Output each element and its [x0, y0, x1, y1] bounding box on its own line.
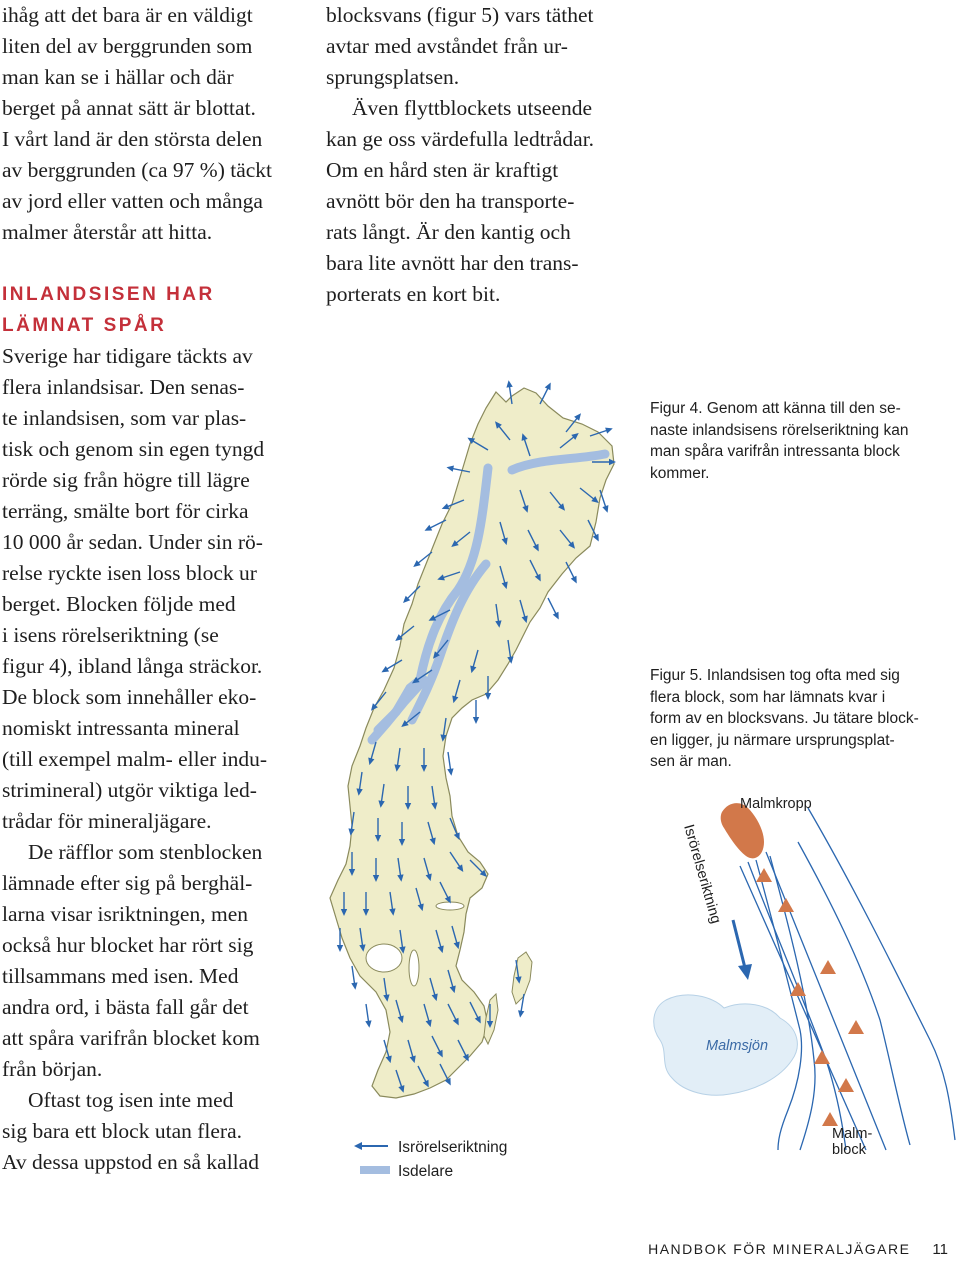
ore-block-triangle — [822, 1112, 838, 1126]
ice-flow-arrow — [548, 598, 559, 619]
text-line: rats långt. Är den kantig och — [326, 220, 571, 244]
figure5-caption-number: Figur 5. — [650, 667, 703, 684]
text-line: avtar med avståndet från ur- — [326, 34, 568, 58]
heading-line: LÄMNAT SPÅR — [2, 315, 167, 336]
text-line: De räfflor som stenblocken — [28, 840, 263, 864]
text-line: av berggrunden (ca 97 %) täckt — [2, 158, 273, 182]
text-line: malmer återstår att hitta. — [2, 220, 213, 244]
ice-flow-arrow — [540, 383, 551, 404]
text-line: andra ord, i bästa fall går det — [2, 995, 249, 1019]
text-line: Av dessa uppstod en så kallad — [2, 1150, 259, 1174]
text-line: larna visar isriktningen, men — [2, 902, 248, 926]
ice-direction-label: Isrörelseriktning — [680, 822, 724, 926]
text-line: strimineral) utgör viktiga led- — [2, 778, 257, 802]
text-line: flera inlandsisar. Den senas- — [2, 375, 245, 399]
legend-divide-label: Isdelare — [398, 1163, 454, 1180]
ore-block-triangle — [838, 1078, 854, 1092]
text-line: porterats en kort bit. — [326, 282, 501, 306]
text-line: figur 4), ibland långa sträckor. — [2, 654, 263, 678]
figure5-diagram — [654, 796, 955, 1158]
caption-line: kommer. — [650, 464, 710, 482]
text-line: sprungsplatsen. — [326, 65, 460, 89]
text-line: (till exempel malm- eller indu- — [2, 747, 268, 771]
text-line: lämnade efter sig på berghäl- — [2, 871, 253, 895]
text-line: rörde sig från högre till lägre — [2, 468, 250, 492]
text-line: relse ryckte isen loss block ur — [2, 561, 257, 585]
caption-line: naste inlandsisens rörelseriktning kan — [650, 421, 909, 439]
text-line: berget. Blocken följde med — [2, 592, 236, 616]
text-line: nomiskt intressanta mineral — [2, 716, 240, 740]
ore-body-label: Malmkropp — [740, 796, 812, 812]
text-line: trådar för mineraljägare. — [2, 809, 212, 833]
ice-flow-arrow — [600, 490, 608, 513]
page-footer — [648, 1241, 948, 1258]
caption-line: sen är man. — [650, 753, 732, 770]
ice-flow-arrow — [365, 1004, 371, 1028]
gotland-island — [512, 952, 532, 1004]
figure4-caption-number: Figur 4. — [650, 400, 703, 417]
streak-line — [766, 852, 886, 1150]
lake-vattern — [409, 950, 419, 986]
ore-block-label-line2: block — [832, 1142, 866, 1158]
ore-blocks — [756, 868, 864, 1126]
text-line: De block som innehåller eko- — [2, 685, 257, 709]
lake-label: Malmsjön — [706, 1038, 769, 1054]
ore-block-triangle — [814, 1050, 830, 1064]
caption-line: man spåra varifrån intressanta block — [650, 443, 900, 460]
text-line: Även flyttblockets utseende — [352, 96, 593, 120]
text-line: från början. — [2, 1057, 103, 1081]
footer-title: HANDBOK FÖR MINERALJÄGARE — [648, 1241, 911, 1257]
legend-arrow-label: Isrörelseriktning — [398, 1139, 508, 1156]
text-line: berget på annat sätt är blottat. — [2, 96, 256, 120]
ice-flow-arrow — [473, 700, 479, 724]
ore-block-triangle — [778, 898, 794, 912]
streak-line — [798, 842, 910, 1145]
text-line: Sverige har tidigare täckts av — [2, 344, 253, 368]
text-line: kan ge oss värdefulla ledtrådar. — [326, 127, 595, 151]
text-line: att spåra varifrån blocket kom — [2, 1026, 260, 1050]
ice-flow-arrow — [447, 752, 453, 776]
ore-block-triangle — [848, 1020, 864, 1034]
text-line: terräng, smälte bort för cirka — [2, 499, 249, 523]
oland-island — [484, 994, 498, 1044]
text-line: sig bara ett block utan flera. — [2, 1119, 242, 1143]
text-line: Om en hård sten är kraftigt — [326, 158, 559, 182]
page-number: 11 — [932, 1241, 948, 1258]
text-line: blocksvans (figur 5) vars täthet — [326, 3, 594, 27]
legend-arrow-symbol — [354, 1142, 388, 1150]
ice-flow-arrow — [566, 562, 577, 583]
ore-block-label-line1: Malm- — [832, 1126, 873, 1142]
caption-line: Inlandsisen tog ofta med sig — [702, 667, 900, 684]
text-line: av jord eller vatten och många — [2, 189, 263, 213]
text-line: tisk och genom sin egen tyngd — [2, 437, 265, 461]
text-line: Oftast tog isen inte med — [28, 1088, 234, 1112]
figure4-map — [330, 380, 616, 1180]
lake-malaren — [436, 902, 464, 910]
caption-line: form av en blocksvans. Ju tätare block- — [650, 710, 919, 727]
streak-line — [770, 856, 815, 1150]
figure4-legend — [354, 1139, 507, 1180]
text-line: liten del av berggrunden som — [2, 34, 253, 58]
caption-line: flera block, som har lämnats kvar i — [650, 688, 886, 706]
text-line: 10 000 år sedan. Under sin rö- — [2, 530, 263, 554]
legend-divide-symbol — [360, 1166, 390, 1174]
ore-block-triangle — [820, 960, 836, 974]
text-line: I vårt land är den största delen — [2, 127, 263, 151]
streak-line — [756, 860, 802, 1150]
text-line: avnött bör den ha transporte- — [326, 189, 575, 213]
ice-direction-arrow — [733, 920, 752, 980]
lake-vanern — [366, 944, 402, 972]
caption-line: Genom att känna till den se- — [702, 400, 901, 417]
streaks — [740, 808, 955, 1150]
text-line: i isens rörelseriktning (se — [2, 623, 219, 647]
text-line: bara lite avnött har den trans- — [326, 251, 579, 275]
text-line: också hur blocket har rört sig — [2, 933, 254, 957]
text-line: tillsammans med isen. Med — [2, 964, 239, 988]
text-line: ihåg att det bara är en väldigt — [2, 3, 253, 27]
caption-line: en ligger, ju närmare ursprungsplat- — [650, 731, 895, 749]
text-line: te inlandsisen, som var plas- — [2, 406, 247, 430]
heading-line: INLANDSISEN HAR — [2, 284, 215, 305]
text-line: man kan se i hällar och där — [2, 65, 234, 89]
